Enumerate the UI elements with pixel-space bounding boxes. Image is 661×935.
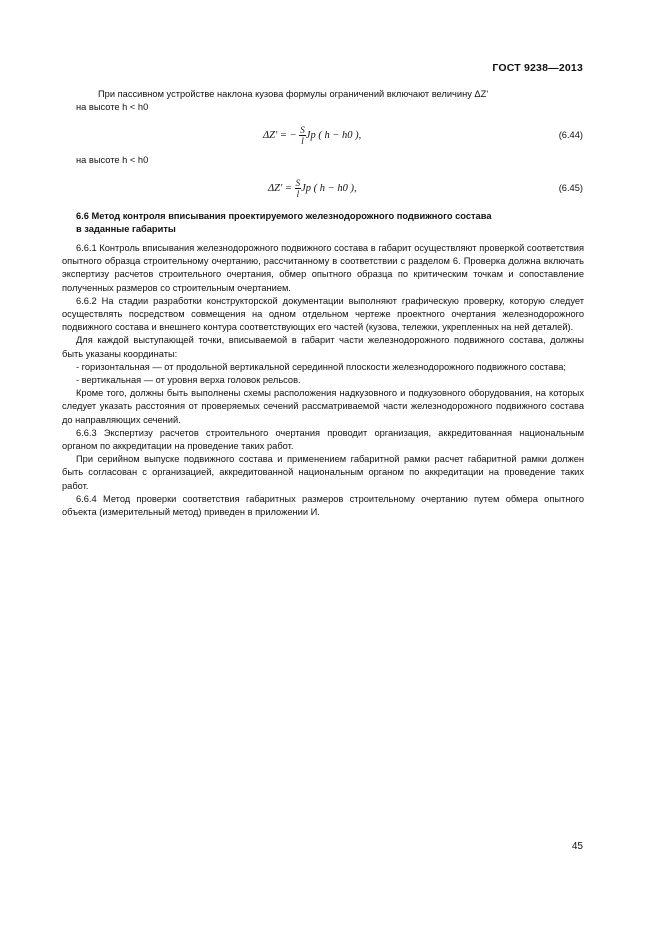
list-item-horizontal: - горизонтальная — от продольной вертикальной серединной плоскости железнодорожного подвижного состава; [76, 361, 567, 372]
intro-line-1: При пассивном устройстве наклона кузова формулы ограничений включают величину ΔZ' [98, 89, 489, 99]
paragraph-6-6-3: 6.6.3 Экспертизу расчетов строительного очертания проводит организация, аккредитованная национальным органом по аккредитации на проведение таких работ. [62, 427, 584, 452]
section-title-line-1: 6.6 Метод контроля вписывания проектируемого железнодорожного подвижного состава [76, 211, 492, 221]
formula-2-denominator: l [296, 189, 300, 199]
section-body [62, 242, 584, 519]
formula-1-numerator: S [300, 125, 305, 135]
formula-number-6-45: (6.45) [558, 183, 583, 193]
section-title-line-2: в заданные габариты [76, 224, 176, 235]
standard-header: ГОСТ 9238—2013 [492, 62, 583, 74]
paragraph-6-6-1: 6.6.1 Контроль вписывания железнодорожного подвижного состава в габарит осуществляют проверкой соответствия опытного образца строительному очертанию, рассчитанному в соответствии с разделом 6. Проверка должна включать экспертизу расчетов строительного очертания, обмер опытного образца по критическим точкам и сопоставление полученных размеров со строительным очертанием. [62, 243, 584, 293]
formula-6-44 [263, 125, 361, 146]
formula-1-left: ΔZ' = − [263, 129, 300, 141]
formula-6-45 [268, 178, 357, 199]
page-number: 45 [571, 841, 583, 852]
between-block [76, 154, 584, 167]
paragraph-6-6-2: 6.6.2 На стадии разработки конструкторской документации выполняют графическую проверку, которую следует осуществлять посредством совмещения на одном отдельном чертеже проектного очертания железнодорожного подвижного состава и внешнего контура соответствующих его частей (кузова, тележки, укрепленных на ней деталей). [62, 295, 584, 333]
formula-number-6-44: (6.44) [558, 130, 583, 140]
intro-line-2: на высоте h < h0 [76, 102, 149, 113]
list-item-vertical: - вертикальная — от уровня верха головок рельсов. [76, 375, 301, 386]
formula-2-left: ΔZ' = [268, 182, 295, 194]
paragraph-6-6-4: 6.6.4 Метод проверки соответствия габаритных размеров строительному очертанию путем обмера опытного объекта (измерительный метод) приведен в приложении И. [62, 493, 584, 518]
formula-2-right: Jp ( h − h0 ), [301, 182, 357, 194]
paragraph-points: Для каждой выступающей точки, вписываемой в габарит части железнодорожного подвижного состава, должны быть указаны координаты: [62, 335, 584, 359]
paragraph-schemes: Кроме того, должны быть выполнены схемы расположения надкузовного и подкузовного оборудования, на которых следует указать расстояния от проверяемых сечений рассматриваемой части железнодорожного подвижного состава до направляющих сечений. [62, 388, 584, 425]
between-line: на высоте h < h0 [76, 155, 149, 165]
intro-block [76, 88, 584, 114]
formula-1-right: Jp ( h − h0 ), [305, 129, 362, 141]
section-title [76, 210, 584, 236]
formula-1-denominator: l [301, 136, 304, 146]
formula-2-numerator: S [295, 178, 301, 188]
paragraph-serial: При серийном выпуске подвижного состава и применением габаритной рамки расчет габаритной рамки должен быть согласован с организацией, аккредитованной национальным органом по аккредитации на проведение таких работ. [62, 454, 584, 491]
